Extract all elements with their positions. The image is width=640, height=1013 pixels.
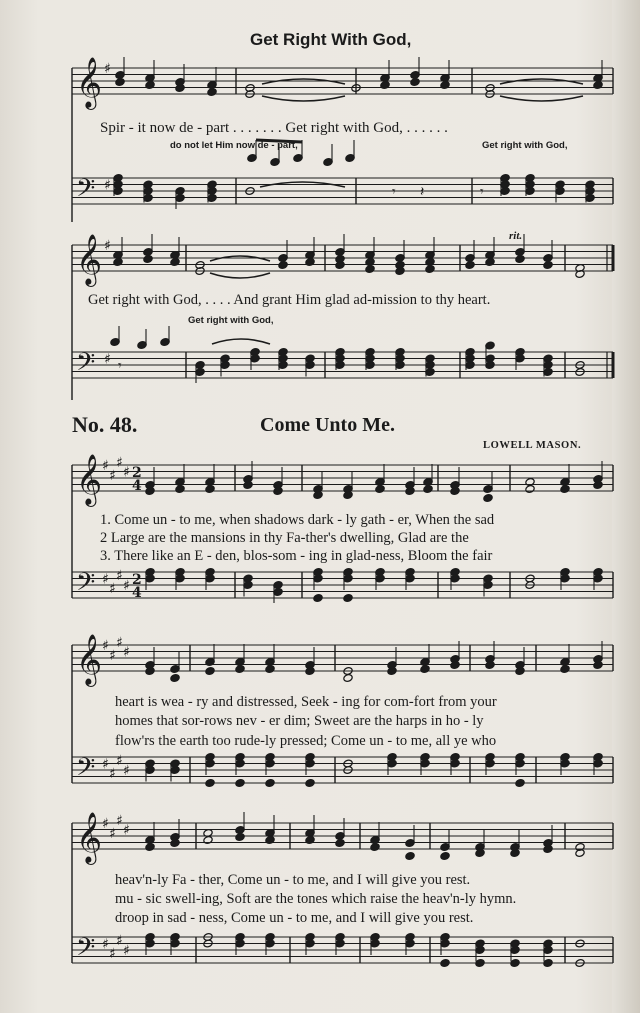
sharp-icon: ♯ xyxy=(116,753,123,769)
note-head xyxy=(440,81,450,90)
sharp-icon: ♯ xyxy=(123,644,130,661)
note-head xyxy=(235,779,245,788)
verse-3-line: flow'rs the earth too rude-ly pressed; Come un - to me, all ye who xyxy=(115,733,497,749)
note-head xyxy=(543,261,553,270)
note-head xyxy=(175,485,185,494)
sharp-icon: ♯ xyxy=(104,61,111,77)
bass-clef-icon: 𝄢 xyxy=(76,174,96,209)
sharp-icon: ♯ xyxy=(116,568,123,584)
verse-2-line: homes that sor-rows nev - er dim; Sweet are the harps in ho - ly xyxy=(115,713,484,729)
note-head xyxy=(425,265,435,274)
bass-clef-icon: 𝄢 xyxy=(76,348,96,383)
note-head xyxy=(265,665,275,674)
sharp-icon: ♯ xyxy=(116,933,123,949)
verse-2-line: 2 Large are the mansions in thy Fa-ther's dwelling, Glad are the xyxy=(100,530,469,546)
time-signature: 4 xyxy=(132,478,142,494)
tie xyxy=(500,96,583,101)
note-head xyxy=(305,836,315,845)
note-head xyxy=(370,843,380,852)
sharp-icon: ♯ xyxy=(116,813,123,829)
note-head xyxy=(207,88,217,97)
note-head xyxy=(235,665,245,674)
note-head xyxy=(145,843,155,852)
note-head xyxy=(560,665,570,674)
treble-clef-icon: 𝄞 xyxy=(76,57,103,108)
time-signature: 2 xyxy=(132,465,142,481)
verse-2-line: mu - sic swell-ing, Soft are the tones which raise the heav'n-ly hymn. xyxy=(115,891,517,907)
note-head xyxy=(423,485,433,494)
note-head xyxy=(343,594,353,603)
hymn-number: No. 48. xyxy=(72,412,138,437)
sharp-icon: ♯ xyxy=(123,464,130,481)
note-head xyxy=(205,485,215,494)
sharp-icon: ♯ xyxy=(109,766,116,782)
sharp-icon: ♯ xyxy=(123,763,130,779)
note-head xyxy=(170,674,180,683)
note-head xyxy=(515,779,525,788)
note-head xyxy=(143,255,153,264)
note-head xyxy=(465,261,475,270)
sharp-icon: ♯ xyxy=(102,756,109,773)
note-head xyxy=(405,852,415,861)
sharp-icon: ♯ xyxy=(104,351,111,368)
note-head xyxy=(335,839,345,848)
note-head xyxy=(485,258,495,267)
note-head xyxy=(313,594,323,603)
bass-clef-icon: 𝄢 xyxy=(76,568,96,603)
note-head xyxy=(170,258,180,267)
note-head xyxy=(365,265,375,274)
sharp-icon: ♯ xyxy=(123,578,130,594)
sharp-icon: ♯ xyxy=(109,946,116,962)
treble-clef-icon: 𝄞 xyxy=(76,812,103,863)
note-head xyxy=(483,494,493,503)
tempo-marking: rit. xyxy=(509,230,523,242)
sharp-icon: ♯ xyxy=(109,581,116,597)
time-signature: 2 xyxy=(132,572,142,588)
sharp-icon: ♯ xyxy=(102,936,109,953)
treble-clef-icon: 𝄞 xyxy=(76,454,103,505)
note-head xyxy=(420,665,430,674)
note-head xyxy=(205,779,215,788)
note-head xyxy=(115,78,125,87)
rest-icon: 𝄾 xyxy=(118,358,122,374)
note-head xyxy=(375,485,385,494)
time-signature: 4 xyxy=(132,585,142,601)
note-head xyxy=(380,81,390,90)
tie xyxy=(212,339,270,344)
tie xyxy=(210,273,270,278)
note-head xyxy=(113,258,123,267)
treble-clef-icon: 𝄞 xyxy=(76,234,103,285)
sharp-icon: ♯ xyxy=(104,177,111,194)
sharp-icon: ♯ xyxy=(109,826,116,842)
bass-clef-icon: 𝄢 xyxy=(76,933,96,968)
bass-lyric: Get right with God, xyxy=(188,315,274,326)
verse-3-line: 3. There like an E - den, blos-som - ing in glad-ness, Bloom the fair xyxy=(100,548,493,564)
note-head xyxy=(305,258,315,267)
hymn-title: Come Unto Me. xyxy=(260,414,395,436)
alto-lyric: do not let Him now de - part, xyxy=(170,140,298,151)
note-head xyxy=(593,81,603,90)
note-head xyxy=(560,485,570,494)
verse-1-line: heav'n-ly Fa - ther, Come un - to me, and I will give you rest. xyxy=(115,872,471,888)
sharp-icon: ♯ xyxy=(104,238,111,254)
sharp-icon: ♯ xyxy=(102,638,109,654)
sharp-icon: ♯ xyxy=(116,455,123,471)
sharp-icon: ♯ xyxy=(102,571,109,588)
sharp-icon: ♯ xyxy=(102,816,109,832)
note-head xyxy=(265,836,275,845)
verse-1-line: 1. Come un - to me, when shadows dark - ly gath - er, When the sad xyxy=(100,512,495,528)
sharp-icon: ♯ xyxy=(109,648,116,664)
rest-icon: 𝄾 xyxy=(392,184,396,200)
note-head xyxy=(278,261,288,270)
note-head xyxy=(205,667,215,676)
composer: LOWELL MASON. xyxy=(483,440,582,451)
lyric-line: Get right with God, . . . . And grant Him glad ad-mission to thy heart. xyxy=(88,292,491,308)
bass-clef-icon: 𝄢 xyxy=(76,753,96,788)
note-head xyxy=(203,836,213,845)
note-head xyxy=(440,852,450,861)
sharp-icon: ♯ xyxy=(109,468,116,484)
note-head xyxy=(145,81,155,90)
note-head xyxy=(265,779,275,788)
rest-icon: 𝄾 xyxy=(480,184,484,200)
note-head xyxy=(410,78,420,87)
sharp-icon: ♯ xyxy=(123,822,130,839)
sharp-icon: ♯ xyxy=(116,635,123,651)
verse-1-line: heart is wea - ry and distressed, Seek - ing for com-fort from your xyxy=(115,694,497,710)
note-head xyxy=(525,485,535,494)
note-head xyxy=(440,959,450,968)
verse-3-line: droop in sad - ness, Come un - to me, and I will give you rest. xyxy=(115,910,474,926)
rest-icon: 𝄽 xyxy=(420,184,425,200)
hymn-title: Get Right With God, xyxy=(250,30,412,49)
lyric-line: Spir - it now de - part . . . . . . . Get right with God, . . . . . . xyxy=(100,120,448,136)
note-head xyxy=(235,833,245,842)
note-head xyxy=(305,779,315,788)
treble-clef-icon: 𝄞 xyxy=(76,634,103,685)
sharp-icon: ♯ xyxy=(102,458,109,474)
note-head xyxy=(515,255,525,264)
alto-lyric: Get right with God, xyxy=(482,140,568,151)
sharp-icon: ♯ xyxy=(123,943,130,959)
note-head xyxy=(343,674,353,683)
tie xyxy=(262,96,345,101)
